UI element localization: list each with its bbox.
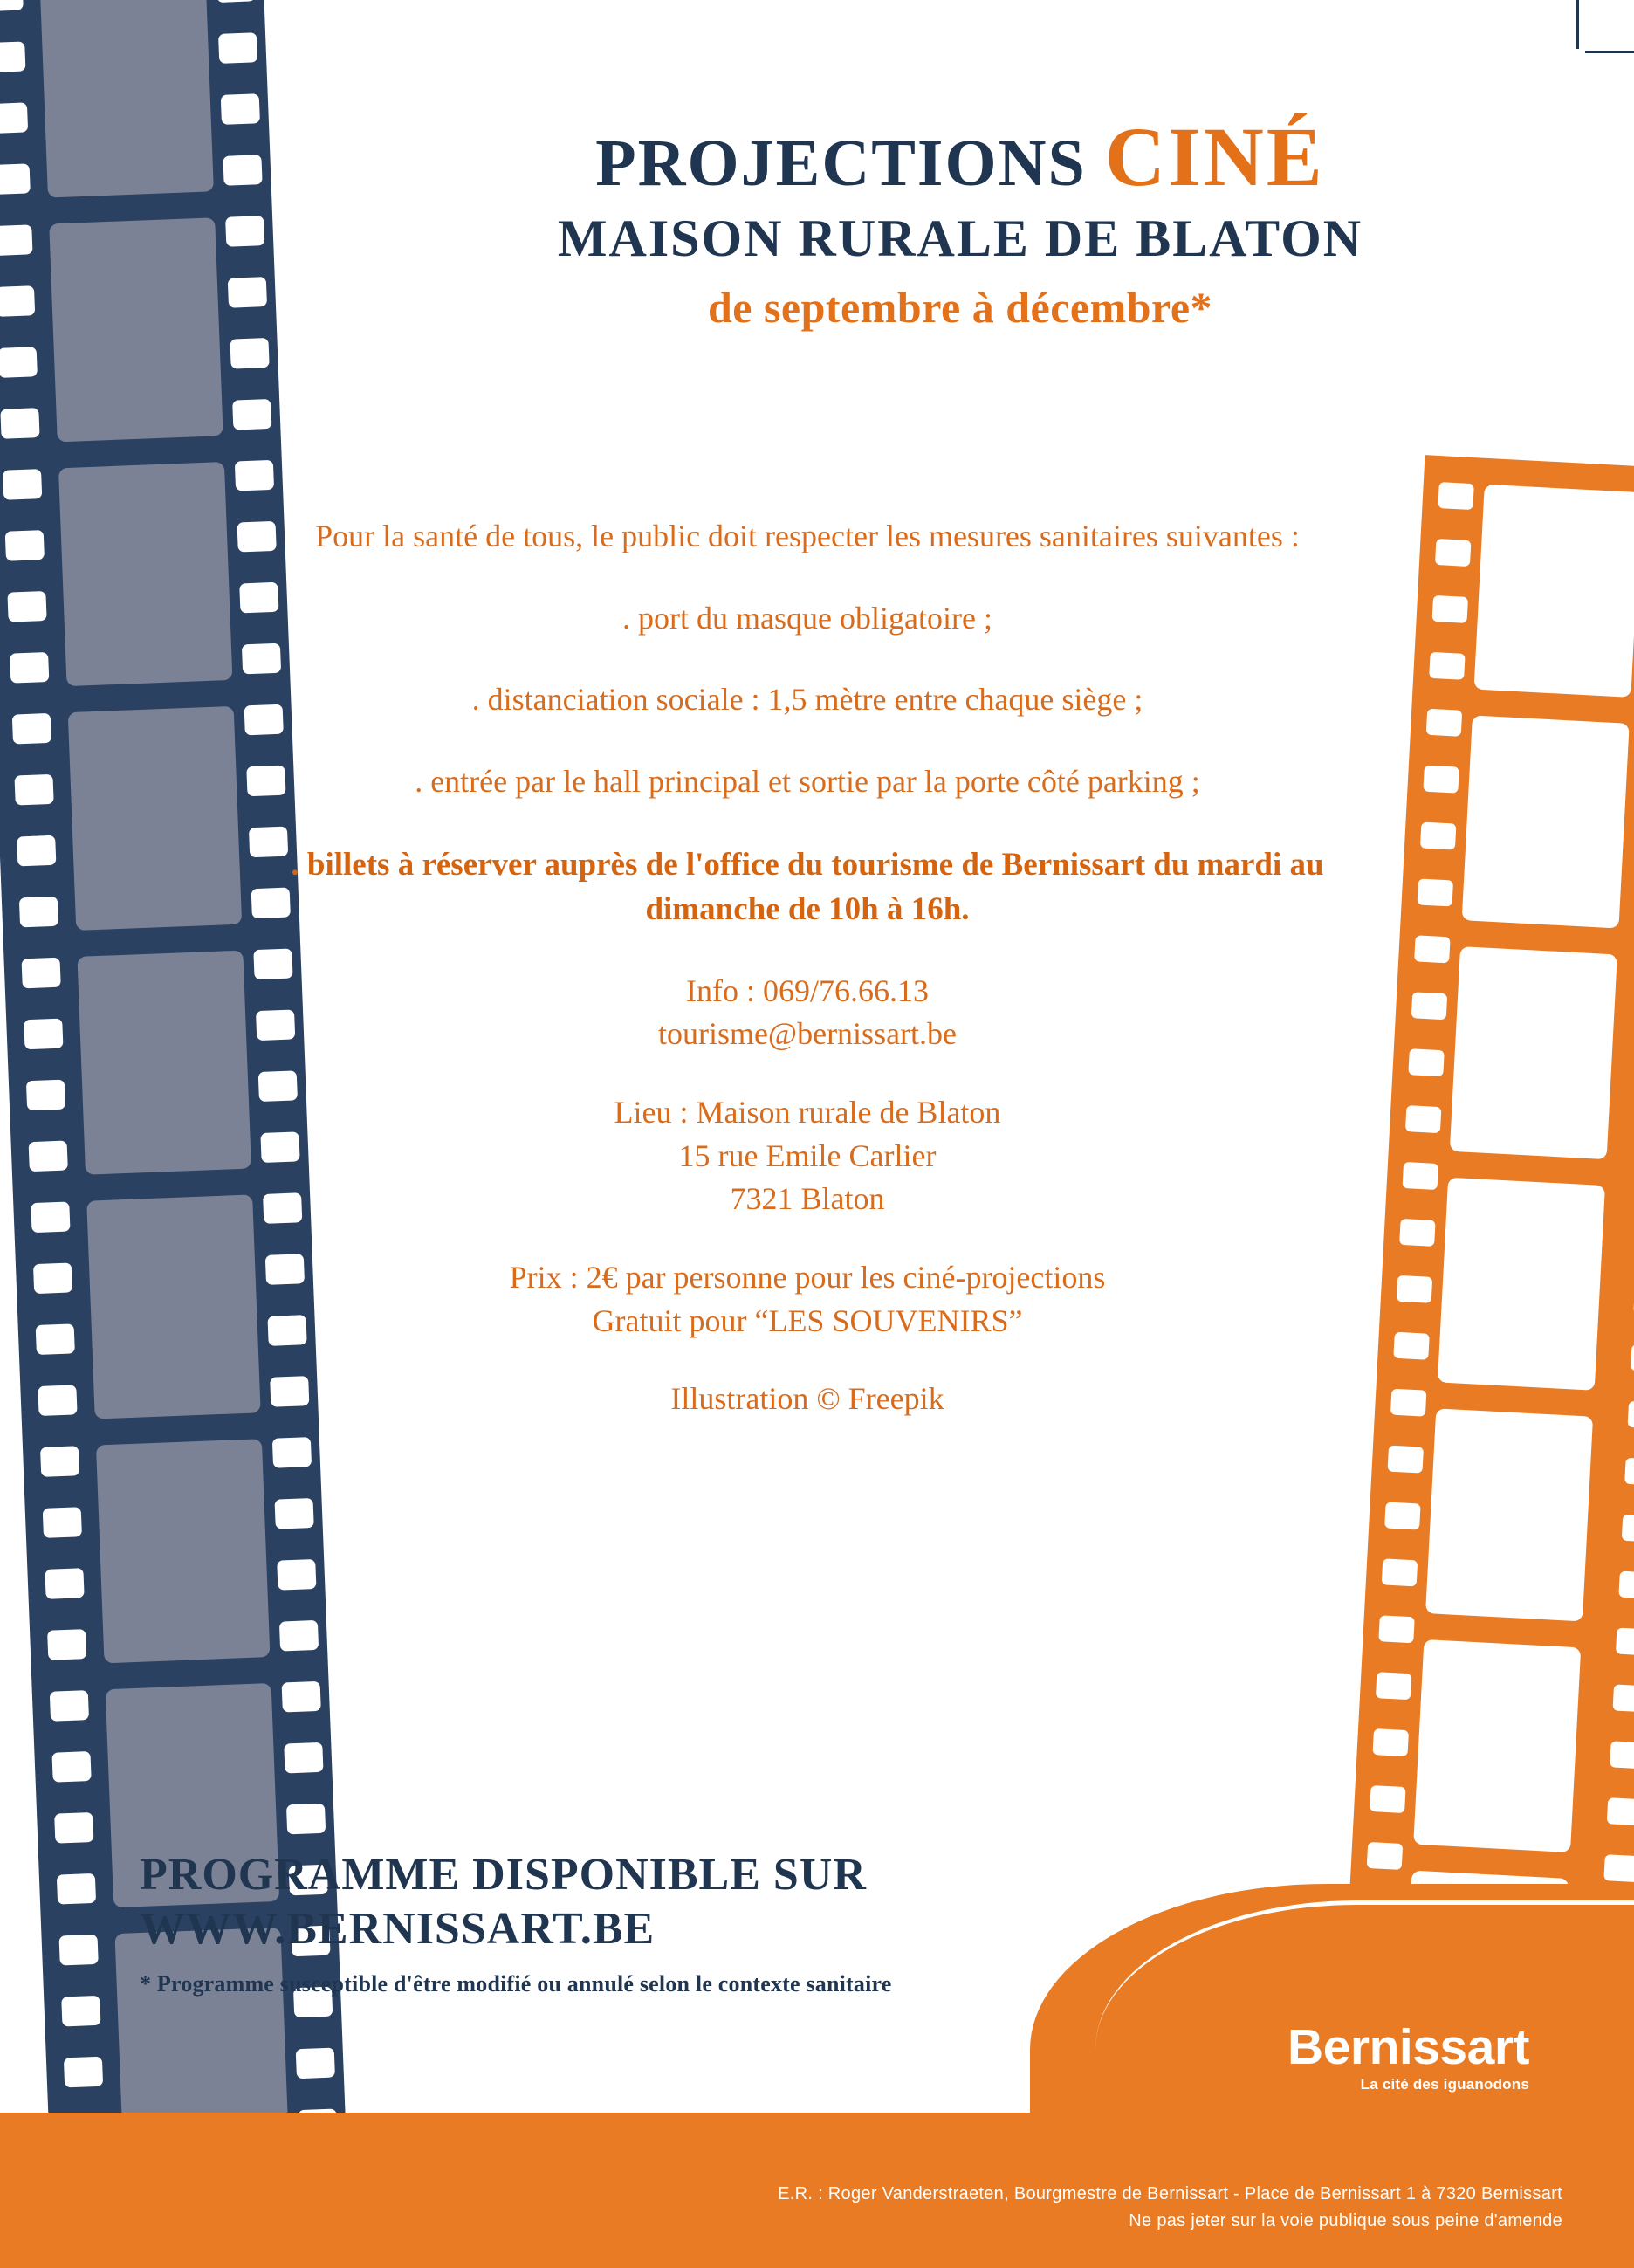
- venue-street: 15 rue Emile Carlier: [678, 1137, 937, 1173]
- rule-entry-exit: . entrée par le hall principal et sortie par la porte côté parking ;: [415, 764, 1200, 800]
- info-phone: Info : 069/76.66.13: [686, 972, 929, 1008]
- illustration-credit: Illustration © Freepik: [670, 1381, 944, 1417]
- rule-tickets: . billets à réserver auprès de l'office du tourisme de Bernissart du mardi au dimanche de 10h à 16h.: [291, 846, 1324, 927]
- info-email[interactable]: tourisme@bernissart.be: [657, 1016, 958, 1052]
- footer-editor-line: E.R. : Roger Vanderstraeten, Bourgmestre de Bernissart - Place de Bernissart 1 à 7320 Bernissart: [778, 2184, 1562, 2203]
- logo-name: Bernissart: [1287, 2019, 1529, 2075]
- title-main-text: PROJECTIONS: [595, 127, 1087, 200]
- program-availability-block: [140, 1848, 892, 1997]
- title-line-1: [349, 110, 1571, 203]
- program-line-1: PROGRAMME DISPONIBLE SUR: [140, 1850, 867, 1900]
- price-projections: Prix : 2€ par personne pour les ciné-projections: [509, 1260, 1106, 1296]
- intro-paragraph: Pour la santé de tous, le public doit respecter les mesures sanitaires suivantes :: [315, 519, 1300, 553]
- venue-block: [288, 1091, 1327, 1221]
- poster-title-block: [349, 110, 1571, 333]
- price-block: [288, 1256, 1327, 1343]
- rule-distancing: . distanciation sociale : 1,5 mètre entre chaque siège ;: [471, 682, 1143, 718]
- crop-mark-top-right-v: [1576, 0, 1579, 49]
- crop-mark-top-right-h: [1585, 51, 1634, 53]
- title-accent-text: CINÉ: [1104, 110, 1325, 203]
- title-line-3-dates: de septembre à décembre*: [707, 282, 1213, 332]
- poster-body-text: [288, 515, 1327, 1460]
- logo-tagline: La cité des iguanodons: [1360, 2076, 1529, 2093]
- footer-littering-line: Ne pas jeter sur la voie publique sous peine d'amende: [1129, 2211, 1562, 2230]
- program-website[interactable]: WWW.BERNISSART.BE: [140, 1903, 656, 1954]
- program-disclaimer: * Programme susceptible d'être modifié ou annulé selon le contexte sanitaire: [140, 1971, 892, 1997]
- venue-city: 7321 Blaton: [730, 1181, 885, 1217]
- price-free: Gratuit pour “LES SOUVENIRS”: [592, 1302, 1023, 1338]
- rule-mask: . port du masque obligatoire ;: [622, 600, 992, 636]
- bernissart-logo: [1287, 2019, 1529, 2093]
- legal-footer-text: [0, 2181, 1562, 2235]
- venue-name: Lieu : Maison rurale de Blaton: [614, 1095, 1001, 1131]
- info-block: [288, 970, 1327, 1056]
- title-line-2: MAISON RURALE DE BLATON: [557, 209, 1363, 267]
